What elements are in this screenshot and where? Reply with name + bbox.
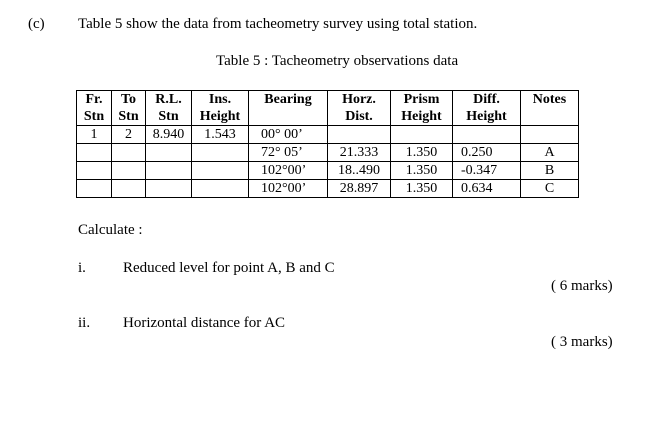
header-instrument-height-sub: Height bbox=[192, 108, 249, 126]
question-intro: Table 5 show the data from tacheometry survey using total station. bbox=[78, 16, 478, 32]
header-from-station: Fr. bbox=[77, 91, 112, 109]
table-caption: Table 5 : Tacheometry observations data bbox=[216, 53, 459, 69]
header-bearing: Bearing bbox=[249, 91, 328, 109]
cell-to-station: 2 bbox=[112, 126, 146, 144]
cell-reduced-level: 8.940 bbox=[146, 126, 192, 144]
cell-difference-height: 0.634 bbox=[453, 180, 521, 198]
header-reduced-level: R.L. bbox=[146, 91, 192, 109]
item-marks-ii: ( 3 marks) bbox=[551, 334, 613, 350]
cell-from-station: 1 bbox=[77, 126, 112, 144]
cell-to-station bbox=[112, 162, 146, 180]
cell-instrument-height bbox=[192, 180, 249, 198]
cell-bearing: 102°00’ bbox=[249, 180, 328, 198]
cell-horizontal-distance bbox=[328, 126, 391, 144]
cell-prism-height: 1.350 bbox=[391, 180, 453, 198]
cell-to-station bbox=[112, 180, 146, 198]
header-to-station-sub: Stn bbox=[112, 108, 146, 126]
cell-difference-height: 0.250 bbox=[453, 144, 521, 162]
header-horizontal-distance: Horz. bbox=[328, 91, 391, 109]
cell-notes bbox=[521, 126, 579, 144]
table-row bbox=[77, 144, 579, 162]
cell-instrument-height: 1.543 bbox=[192, 126, 249, 144]
cell-difference-height: -0.347 bbox=[453, 162, 521, 180]
header-to-station: To bbox=[112, 91, 146, 109]
header-notes: Notes bbox=[521, 91, 579, 109]
cell-horizontal-distance: 28.897 bbox=[328, 180, 391, 198]
cell-horizontal-distance: 18..490 bbox=[328, 162, 391, 180]
header-notes-sub bbox=[521, 108, 579, 126]
cell-prism-height: 1.350 bbox=[391, 162, 453, 180]
header-difference-height-sub: Height bbox=[453, 108, 521, 126]
cell-reduced-level bbox=[146, 144, 192, 162]
item-text-reduced-level: Reduced level for point A, B and C bbox=[123, 260, 335, 276]
item-text-horizontal-distance: Horizontal distance for AC bbox=[123, 315, 286, 331]
cell-difference-height bbox=[453, 126, 521, 144]
cell-from-station bbox=[77, 180, 112, 198]
question-label: (c) bbox=[28, 16, 45, 32]
cell-notes: A bbox=[521, 144, 579, 162]
cell-notes: C bbox=[521, 180, 579, 198]
table-header-row-1 bbox=[77, 91, 579, 109]
cell-reduced-level bbox=[146, 180, 192, 198]
cell-prism-height bbox=[391, 126, 453, 144]
header-difference-height: Diff. bbox=[453, 91, 521, 109]
cell-horizontal-distance: 21.333 bbox=[328, 144, 391, 162]
table-header-row-2 bbox=[77, 108, 579, 126]
cell-instrument-height bbox=[192, 144, 249, 162]
table-row bbox=[77, 126, 579, 144]
header-horizontal-distance-sub: Dist. bbox=[328, 108, 391, 126]
table-row bbox=[77, 162, 579, 180]
header-instrument-height: Ins. bbox=[192, 91, 249, 109]
item-number-ii: ii. bbox=[78, 315, 91, 331]
cell-reduced-level bbox=[146, 162, 192, 180]
cell-prism-height: 1.350 bbox=[391, 144, 453, 162]
item-marks-i: ( 6 marks) bbox=[551, 278, 613, 294]
cell-notes: B bbox=[521, 162, 579, 180]
calculate-heading: Calculate : bbox=[78, 222, 143, 238]
header-bearing-sub bbox=[249, 108, 328, 126]
header-from-station-sub: Stn bbox=[77, 108, 112, 126]
cell-bearing: 102°00’ bbox=[249, 162, 328, 180]
cell-from-station bbox=[77, 144, 112, 162]
observations-table bbox=[76, 90, 579, 198]
cell-instrument-height bbox=[192, 162, 249, 180]
table-row bbox=[77, 180, 579, 198]
cell-bearing: 72° 05’ bbox=[249, 144, 328, 162]
cell-to-station bbox=[112, 144, 146, 162]
header-prism-height-sub: Height bbox=[391, 108, 453, 126]
header-prism-height: Prism bbox=[391, 91, 453, 109]
header-reduced-level-sub: Stn bbox=[146, 108, 192, 126]
cell-bearing: 00° 00’ bbox=[249, 126, 328, 144]
item-number-i: i. bbox=[78, 260, 86, 276]
cell-from-station bbox=[77, 162, 112, 180]
